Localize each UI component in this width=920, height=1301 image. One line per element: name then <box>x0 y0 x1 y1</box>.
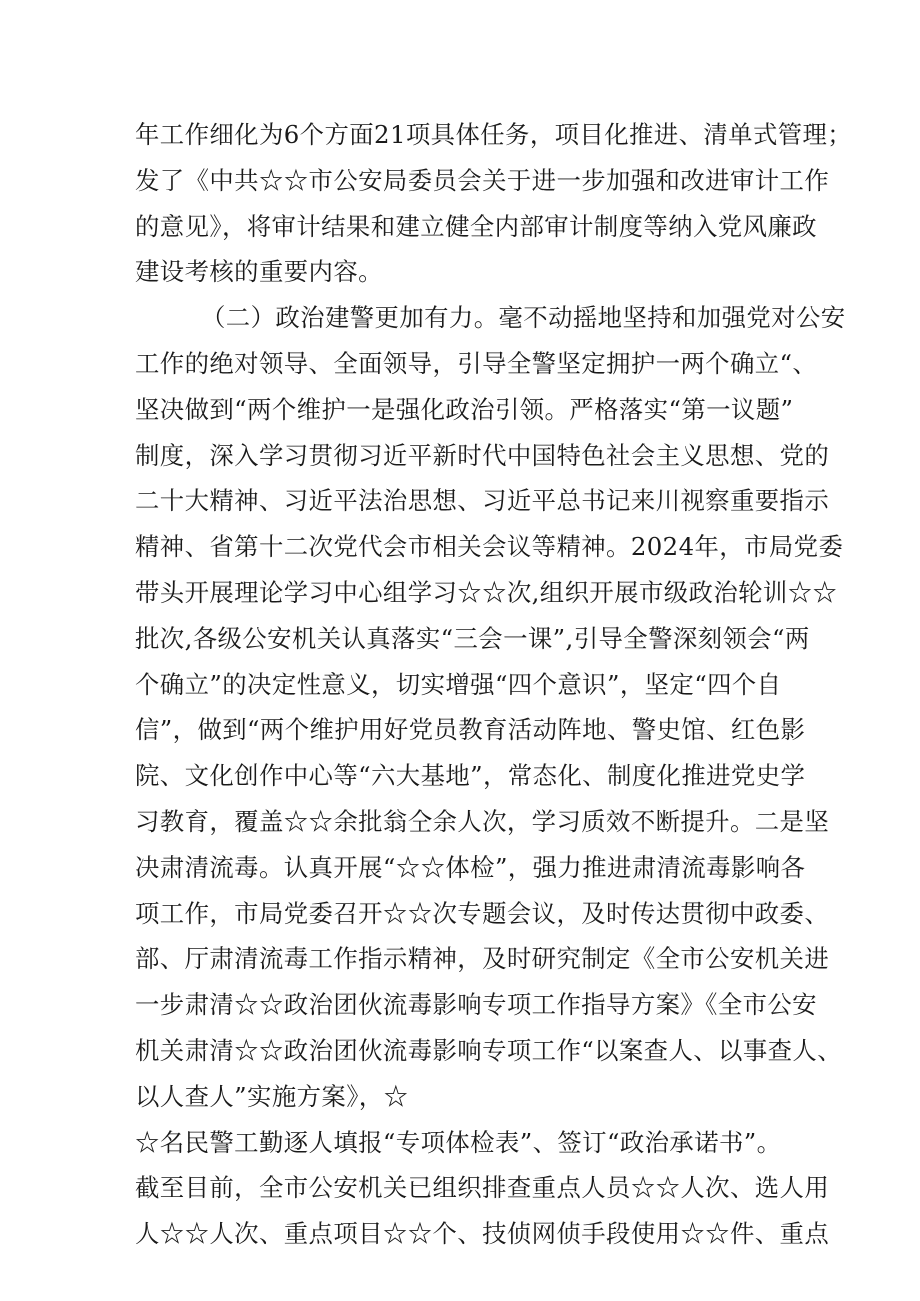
text-line: 精神、省第十二次党代会市相关会议等精神。2024年，市局党委 <box>135 532 844 562</box>
text-line: 习教育，覆盖☆☆余批翁仝余人次，学习质效不断提升。二是坚 <box>135 806 830 836</box>
text-line: 信”，做到“两个维护用好党员教育活动阵地、警史馆、红色影 <box>135 715 806 745</box>
body-text <box>135 112 853 1257</box>
section-heading-line: （二）政治建警更加有力。毫不动摇地坚持和加强党对公安 <box>201 303 846 333</box>
text-line: 制度，深入学习贯彻习近平新时代中国特色社会主义思想、党的 <box>135 440 830 470</box>
text-line: 部、厅肃清流毒工作指示精神，及时研究制定《全市公安机关进 <box>135 944 830 974</box>
text-line: 二十大精神、习近平法治思想、习近平总书记来川视察重要指示 <box>135 486 830 516</box>
text-line: 机关肃清☆☆政治团伙流毒影响专项工作“以案查人、以事查人、 <box>135 1035 843 1065</box>
text-line: 个确立”的决定性意义，切实增强“四个意识”，坚定“四个自 <box>135 669 782 699</box>
text-line: 带头开展理论学习中心组学习☆☆次,组织开展市级政治轮训☆☆ <box>135 577 838 607</box>
text-line: 项工作，市局党委召开☆☆次专题会议，及时传达贯彻中政委、 <box>135 898 830 928</box>
text-line: 批次,各级公安机关认真落实“三会一课”,引导全警深刻领会“两 <box>135 623 810 653</box>
text-line: 坚决做到“两个维护一是强化政治引领。严格落实“第一议题” <box>135 394 794 424</box>
text-line: 人☆☆人次、重点项目☆☆个、技侦网侦手段使用☆☆件、重点 <box>135 1219 830 1249</box>
text-line: 院、文化创作中心等“六大基地”，常态化、制度化推进党史学 <box>135 761 806 791</box>
text-line: 以人查人”实施方案》，☆ <box>135 1081 409 1111</box>
text-line: ☆名民警工勤逐人填报“专项体检表”、签订“政治承诺书”。 <box>135 1127 782 1157</box>
text-line: 年工作细化为6个方面21项具体任务，项目化推进、清单式管理； <box>135 120 853 149</box>
text-line: 发了《中共☆☆市公安局委员会关于进一步加强和改进审计工作 <box>135 165 830 195</box>
text-line: 决肃清流毒。认真开展“☆☆体检”，强力推进肃清流毒影响各 <box>135 852 806 882</box>
text-line: 截至目前，全市公安机关已组织排查重点人员☆☆人次、选人用 <box>135 1173 830 1203</box>
text-line: 的意见》，将审计结果和建立健全内部审计制度等纳入党风廉政 <box>135 211 817 241</box>
text-line: 一步肃清☆☆政治团伙流毒影响专项工作指导方案》《全市公安 <box>135 990 817 1020</box>
text-line: 工作的绝对领导、全面领导，引导全警坚定拥护一两个确立“、 <box>135 348 818 378</box>
text-line: 建设考核的重要内容。 <box>135 257 383 287</box>
